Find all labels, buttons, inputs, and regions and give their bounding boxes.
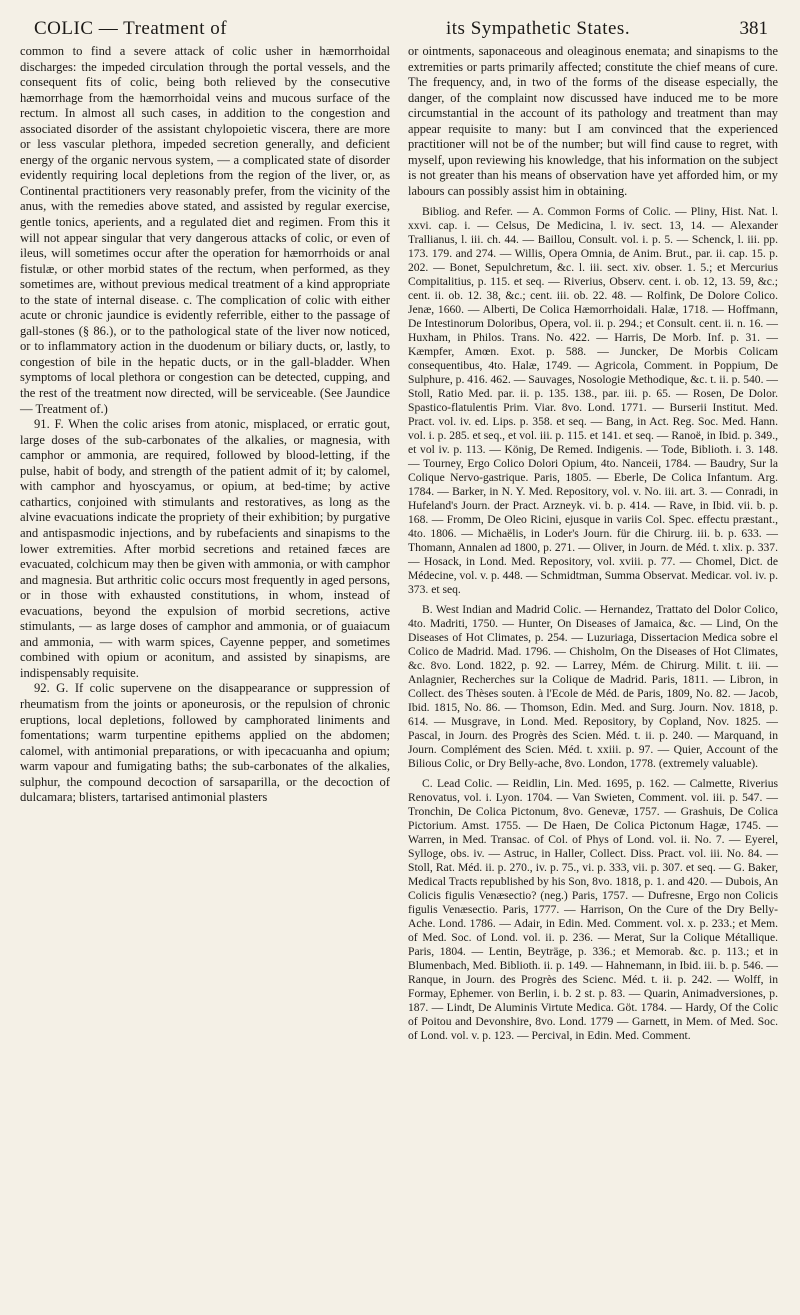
header-right: its Sympathetic States. bbox=[446, 18, 631, 39]
paragraph-continuation: or ointments, saponaceous and oleaginous enemata; and sinapisms to the extremities or parts primarily affected; constitute the chief means of cure. The frequency, and, in two of the forms of the disease especially, the danger, of the complaint now discussed have induced me to be more circumstantial in the account of its pathology and treatment than may appear requisite to many: but I am convinced that the experienced practitioner will not be of the number; but will find cause to regret, with myself, upon reviewing his knowledge, that his information on the subject is not greater than his means of observation have yet afforded him, or my labours can possibly assist him in obtaining. bbox=[408, 44, 778, 198]
paragraph-91-gout: 91. F. When the colic arises from atonic, misplaced, or erratic gout, large doses of the sub-carbonates of the alkalies, or magnesia, with camphor or ammonia, are required, followed by blood-letting, if the pulse, habit of body, and strength of the patient admit of it; by calomel, with camphor and hyoscyamus, or opium, at bed-time; by active cathartics, conjoined with stimulants and restoratives, as long as the alvine evacuations indicate the propriety of their exhibition; by purgative and antispasmodic injections, and by rubefacients and sinapisms to the lower extremities. After morbid secretions and retained fæces are evacuated, colchicum may then be given with ammonia, or with camphor and magnesia. But arthritic colic occurs most frequently in aged persons, or in those with exhausted constitutions, in whom, instead of evacuations, beyond the expulsion of morbid secretions, active stimulants, — as large doses of camphor and ammonia, or of guaiacum and ammonia, — with warm spices, Cayenne pepper, and sometimes combined with opium or aconitum, and assisted by sinapisms, are indispensably requisite. bbox=[20, 417, 390, 680]
text-columns bbox=[20, 44, 778, 1043]
page-number: 381 bbox=[739, 18, 768, 39]
running-header bbox=[20, 8, 778, 40]
bibliography-common-forms: Bibliog. and Refer. — A. Common Forms of Colic. — Pliny, Hist. Nat. l. xxvi. cap. i. — Celsus, De Medicina, l. iv. sect. 13, 14. — Alexander Trallianus, l. iii. ch. 44. — Baillou, Consult. vol. i. p. 5. — Schenck, l. iii. pp. 173. 179. and 274. — Willis, Opera Omnia, de Anim. Brut., par. ii. cap. 15. p. 202. — Bonet, Sepulchretum, &c. l. iii. sect. xiv. obser. 1. 5.; et Mercurius Compitalitius, p. 115. et seq. — Riverius, Observ. cent. i. ob. 12, 13. 59, &c.; cent. ii. ob. 12. 38, &c.; cent. iii. ob. 22. 48. — Rolfink, De Dolore Colico. Jenæ, 1660. — Alberti, De Colica Hæmorrhoidali. Halæ, 1718. — Hoffmann, De Intestinorum Doloribus, Opera, vol. ii. p. 294.; et Consult. cent. ii. n. 16. — Huxham, in Philos. Trans. No. 422. — Harris, De Morb. Inf. p. 31. — Kæmpfer, Amœn. Exot. p. 588. — Juncker, De Morbis Colicam consequentibus, 4to. Halæ, 1749. — Agricola, Comment. in Poppium, De Sulphure, p. 416. 462. — Sauvages, Nosologie Methodique, &c. t. ii. p. 540. — Stoll, Ratio Med. par. ii. p. 135. 138., par. iii. p. 65. — Rosen, De Dolor. Spastico-flatulentis Prim. Viar. 8vo. Lond. 1771. — Burserii Institut. Med. Pract. vol. iv. ed. Lips. p. 358. et seq. — Bang, in Act. Reg. Soc. Med. Hann. vol. i. p. 285. et seq., et vol. iii. p. 115. et 141. et seq. — Ranoë, in Ibid. p. 349., et vol iv. p. 113. — König, De Remed. Indigenis. — Tode, Biblioth. i. 3. 148. — Tourney, Ergo Colico Dolori Opium, 4to. Nanceii, 1784. — Baudry, Sur la Colique Nervo-gastrique. Paris, 1805. — Eberle, De Colica Infantum. Arg. 1784. — Barker, in N. Y. Med. Repository, vol. v. No. iii. art. 3. — Conradi, in Hufeland's Journ. der Pract. Arzneyk. vi. b. p. 414. — Rave, in Ibid. vii. b. p. 168. — Fromm, De Oleo Ricini, ejusque in variis Col. Spec. effectu præstant., 4to. 1806. — Michaëlis, in Loder's Journ. für die Chirurg. iii. b. p. 633. — Thomann, Annalen ad 1800, p. 271. — Oliver, in Journ. de Méd. t. xlix. p. 337. — Hosack, in Lond. Med. Repository, vol. xviii. p. 77. — Chomel, Dict. de Médecine, vol. v. p. 448. — Schmidtman, Summa Observat. Medicar. vol. iv. p. 373. et seq. bbox=[408, 205, 778, 596]
bibliography-lead-colic: C. Lead Colic. — Reidlin, Lin. Med. 1695, p. 162. — Calmette, Riverius Renovatus, vol. i. Lyon. 1704. — Van Swieten, Comment. vol. iii. p. 547. — Tronchin, De Colica Pictonum, 8vo. Genevæ, 1757. — Grashuis, De Colica Pictorium. Amst. 1755. — De Haen, De Colica Pictonum Hagæ, 1745. — Warren, in Med. Transac. of Col. of Phys of Lond. vol. ii. No. 7. — Eyerel, Sylloge, obs. iv. — Astruc, in Haller, Collect. Diss. Pract. vol. iii. No. 84. — Stoll, Rat. Méd. ii. p. 270., iv. p. 75., vi. p. 333, vii. p. 307. et seq. — G. Baker, Medical Tracts republished by his Son, 8vo. 1818, p. 1. and 420. — Dubois, An Colicis figulis Venæsectio? (neg.) Paris, 1757. — Dufresne, Ergo non Colicis figulis Venæsectio. Paris, 1777. — Harrison, On the Cure of the Dry Belly-Ache. Lond. 1786. — Adair, in Edin. Med. Comment. vol. x. p. 233.; et Mem. of Med. Soc. of Lond. vol. ii. p. 236. — Merat, Sur la Colique Métallique. Paris, 1804. — Lentin, Beyträge, p. 336.; et Memorab. &c. p. 113.; et in Blumenbach, Med. Biblioth. ii. p. 149. — Hahnemann, in Ibid. iii. b. p. 546. — Ranque, in Journ. des Progrès des Scienc. Méd. t. ii. p. 242. — Wolff, in Formay, Ephemer. von Berlin, i. b. 2 st. p. 83. — Quarin, Animadversiones, p. 187. — Lindt, De Aluminis Virtute Medica. Göt. 1784. — Hardy, Of the Colic of Poitou and Devonshire, 8vo. Lond. 1779 — Garnett, in Mem. of Med. Soc. of Lond. vol. v. p. 123. — Percival, in Edin. Med. Comment. bbox=[408, 777, 778, 1042]
paragraph-92-rheumatism: 92. G. If colic supervene on the disappearance or suppression of rheumatism from the joints or aponeurosis, or the repulsion of chronic eruptions, local depletions, followed by camphorated liniments and fomentations; warm turpentine epithems applied on the abdomen; calomel, with antimonial preparations, or with ipecacuanha and opium; warm vapour and fumigating baths; the sub-carbonates of the alkalies, sulphur, the compound decoction of sarsaparilla, or the decoction of dulcamara; blisters, tartarised antimonial plasters bbox=[20, 681, 390, 805]
paragraph-colic-hemorrhoidal: common to find a severe attack of colic usher in hæmorrhoidal discharges: the impeded circulation through the portal vessels, and the consequent fits of colic, being both relieved by the consecutive hæmorrhage from the hæmorrhoidal veins and mucous surface of the rectum. In almost all such cases, in addition to the congestion and associated disorder of the assistant chylopoietic viscera, there are more or less vascular plethora, impeded secretion generally, and deficient energy of the organic nervous system, — a complicated state of disorder evidently requiring local depletions from the region of the liver, or, as Continental practitioners very reasonably prefer, from the vicinity of the anus, with the remedies above stated, and assisted by regular exercise, gentle tonics, aperients, and a regulated diet and regimen. From this it will not appear singular that very dangerous attacks of colic, or even of ileus, will sometimes occur after the operation for hæmorrhoids or anal fistulæ, or other morbid states of the rectum, when performed, as they sometimes are, without previous medical treatment of a kind appropriate to the state of internal disease. c. The complication of colic with either acute or chronic jaundice is evidently referrible, either to the passage of gall-stones (§ 86.), or to the pathological state of the liver now noticed, or to inflammatory action in the duodenum or biliary ducts, or, lastly, to congestion of bile in the hepatic ducts, or in the gall-bladder. When symptoms of local plethora or congestion can be detected, cupping, and the rest of the treatment now directed, will be serviceable. (See Jaundice — Treatment of.) bbox=[20, 44, 390, 416]
right-column bbox=[408, 44, 778, 1043]
left-column bbox=[20, 44, 390, 1043]
bibliography-west-indian-madrid: B. West Indian and Madrid Colic. — Hernandez, Trattato del Dolor Colico, 4to. Madriti, 1750. — Hunter, On Diseases of Jamaica, &c. — Lind, On the Diseases of Hot Climates, p. 254. — Luzuriaga, Dissertacion Medica sobre el Colico de Madrid. Mad. 1796. — Chisholm, On the Diseases of Hot Climates, &c. 8vo. Lond. 1822, p. 92. — Larrey, Mém. de Chirurg. Milit. t. iii. — Anlagnier, Recherches sur la Colique de Madrid. Paris, 1811. — Libron, in Collect. des Thèses souten. à l'Ecole de Méd. de Paris, 1809, No. 82. — Jacob, Ibid. 1815, No. 86. — Thomson, Edin. Med. and Surg. Journ. Nov. 1818, p. 614. — Musgrave, in Lond. Med. Repository, by Copland, Nov. 1825. — Pascal, in Journ. des Progrès des Scien. Méd. t. ii. p. 240. — Marquand, in Journ. Complément des Scien. Méd. t. xxiii. p. 97. — Quier, Account of the Bilious Colic, or Dry Belly-ache, 8vo. London, 1778. (extremely valuable). bbox=[408, 603, 778, 770]
header-left: COLIC — Treatment of bbox=[34, 18, 228, 39]
